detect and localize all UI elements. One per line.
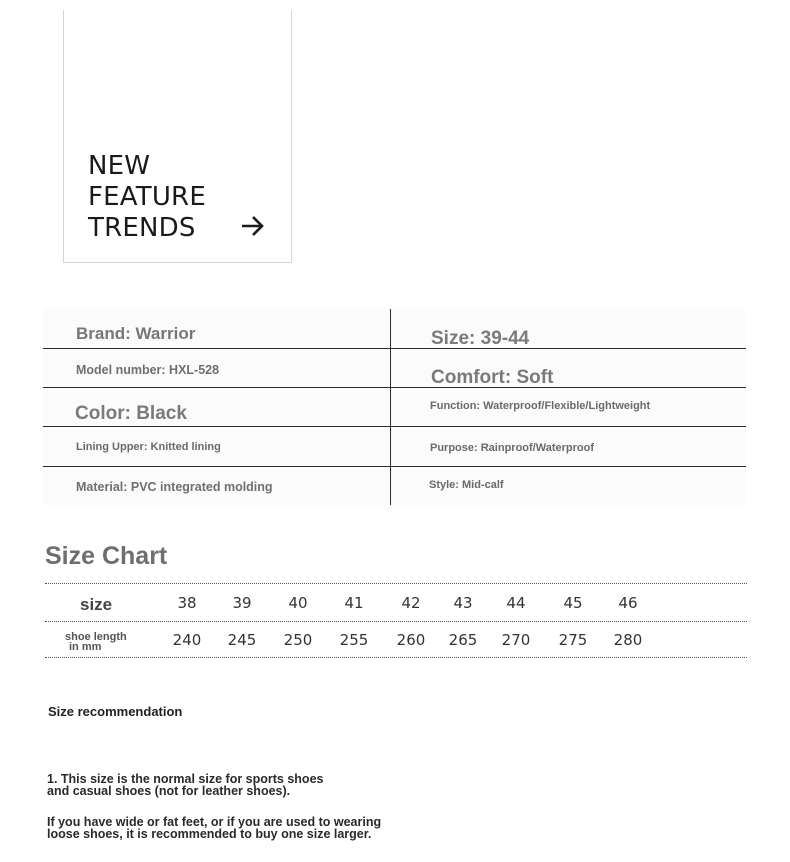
spec-size: Size: 39-44: [431, 328, 530, 349]
spec-color: Color: Black: [75, 403, 187, 424]
size-row-label: size: [80, 595, 113, 614]
arrow-right-icon[interactable]: [240, 213, 266, 239]
size-cell: 39: [232, 594, 252, 612]
size-cell: 42: [401, 594, 421, 612]
spec-material: Material: PVC integrated molding: [76, 480, 273, 494]
note-1-line-1: 1. This size is the normal size for sports shoes: [47, 772, 324, 786]
note-2-line-1: If you have wide or fat feet, or if you are used to wearing: [47, 815, 382, 829]
banner-line-new: NEW: [88, 151, 151, 181]
length-cell: 260: [396, 631, 426, 649]
length-cell: 245: [227, 631, 257, 649]
length-label-line2: in mm: [69, 641, 102, 653]
size-chart-divider: [45, 583, 747, 584]
spec-style: Style: Mid-calf: [429, 479, 504, 491]
spec-table: [43, 309, 746, 505]
size-cell: 46: [618, 594, 638, 612]
note-2-line-2: loose shoes, it is recommended to buy one size larger.: [47, 827, 372, 841]
note-1-line-2: and casual shoes (not for leather shoes).: [47, 784, 291, 798]
feature-banner[interactable]: [63, 10, 292, 263]
banner-line-trends: TRENDS: [88, 213, 196, 243]
spec-lining: Lining Upper: Knitted lining: [76, 441, 221, 453]
spec-function: Function: Waterproof/Flexible/Lightweight: [430, 400, 651, 412]
spec-purpose: Purpose: Rainproof/Waterproof: [430, 442, 594, 454]
length-cell: 280: [613, 631, 643, 649]
size-cell: 43: [453, 594, 473, 612]
spec-model: Model number: HXL-528: [76, 363, 220, 377]
length-cell: 275: [558, 631, 588, 649]
spec-divider: [43, 426, 746, 427]
recommendation-note-2: [47, 816, 381, 840]
length-row-label: [65, 632, 127, 652]
length-cell: 255: [339, 631, 369, 649]
length-cell: 270: [501, 631, 531, 649]
size-cell: 41: [344, 594, 364, 612]
spec-column-divider: [390, 309, 391, 505]
length-cell: 250: [283, 631, 313, 649]
banner-heading: [88, 151, 206, 244]
length-cell: 265: [448, 631, 478, 649]
size-cell: 45: [563, 594, 583, 612]
size-cell: 40: [288, 594, 308, 612]
size-cell: 38: [177, 594, 197, 612]
banner-line-feature: FEATURE: [88, 182, 206, 212]
spec-comfort-clip: [431, 367, 681, 386]
size-cell: 44: [506, 594, 526, 612]
spec-divider: [43, 466, 746, 467]
size-chart-divider: [45, 657, 747, 658]
recommendation-title: Size recommendation: [48, 704, 183, 719]
size-chart-divider: [45, 621, 747, 622]
spec-divider: [43, 387, 746, 388]
spec-comfort: Comfort: Soft: [431, 367, 554, 386]
length-label-line1: shoe length: [65, 631, 127, 643]
spec-brand: Brand: Warrior: [76, 324, 196, 343]
recommendation-note-1: [47, 773, 323, 797]
spec-divider: [43, 348, 746, 349]
size-chart-title: Size Chart: [45, 542, 168, 570]
length-cell: 240: [172, 631, 202, 649]
